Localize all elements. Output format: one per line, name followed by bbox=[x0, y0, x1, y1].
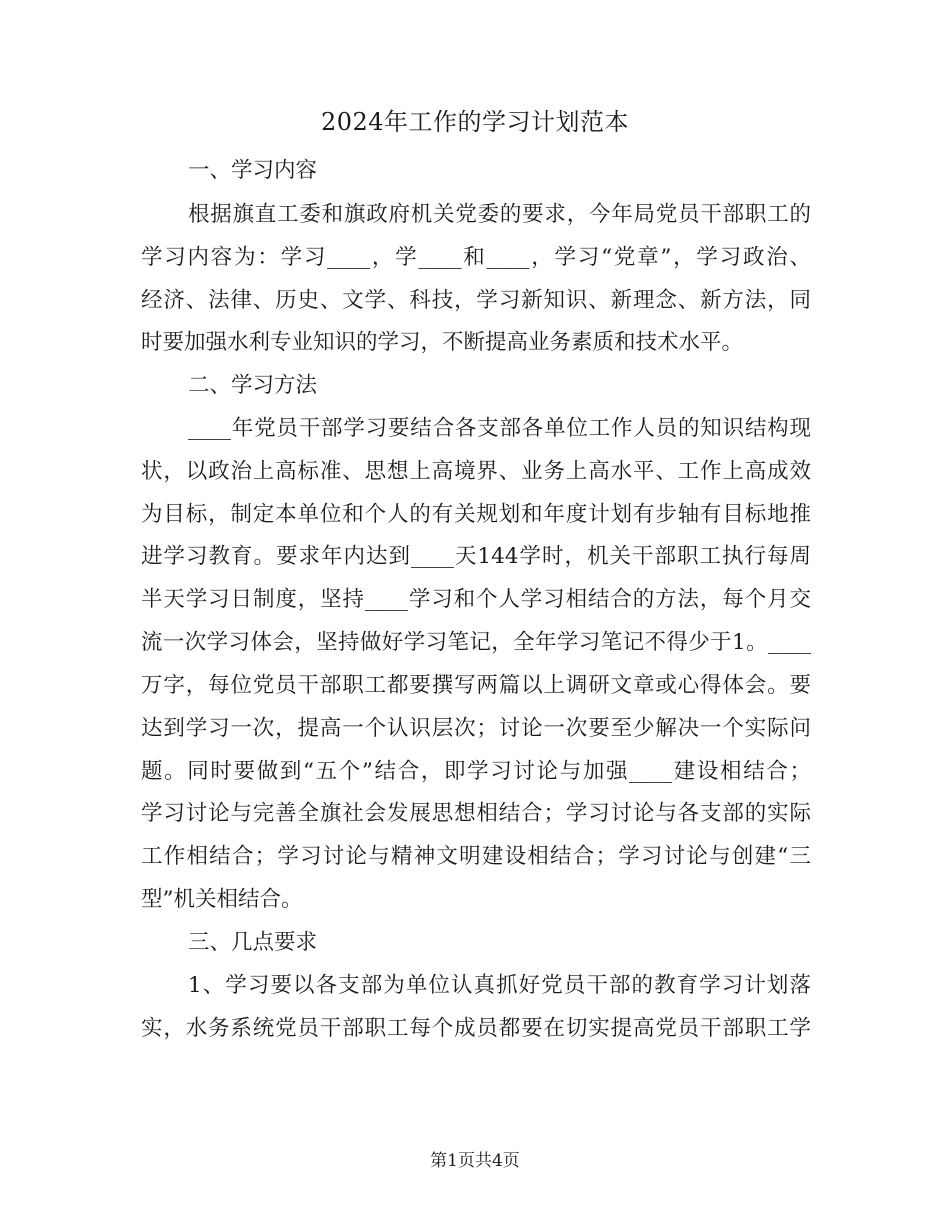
paragraph-line: 流一次学习体会，坚持做好学习笔记，全年学习笔记不得少于1。____ bbox=[141, 630, 811, 655]
section-heading-1: 一、学习内容 bbox=[188, 158, 318, 183]
paragraph-line: 学习讨论与完善全旗社会发展思想相结合；学习讨论与各支部的实际 bbox=[141, 801, 811, 826]
paragraph-line: 经济、法律、历史、文学、科技，学习新知识、新理念、新方法，同 bbox=[141, 288, 811, 313]
paragraph-line: 学习内容为：学习____，学____和____，学习“党章”，学习政治、 bbox=[141, 245, 811, 270]
paragraph-line: 根据旗直工委和旗政府机关党委的要求，今年局党员干部职工的 bbox=[188, 202, 811, 227]
paragraph-line: 题。同时要做到“五个”结合，即学习讨论与加强____建设相结合； bbox=[141, 759, 811, 784]
paragraph-line: 时要加强水利专业知识的学习，不断提高业务素质和技术水平。 bbox=[141, 330, 744, 355]
document-title: 2024年工作的学习计划范本 bbox=[320, 108, 630, 136]
paragraph-line: 1、学习要以各支部为单位认真抓好党员干部的教育学习计划落 bbox=[188, 973, 811, 998]
paragraph-line: 半天学习日制度，坚持____学习和个人学习相结合的方法，每个月交 bbox=[141, 587, 811, 612]
paragraph-line: ____年党员干部学习要结合各支部各单位工作人员的知识结构现 bbox=[188, 416, 811, 441]
paragraph-line: 实，水务系统党员干部职工每个成员都要在切实提高党员干部职工学 bbox=[141, 1016, 811, 1041]
paragraph-line: 万字，每位党员干部职工都要撰写两篇以上调研文章或心得体会。要 bbox=[141, 673, 811, 698]
paragraph-line: 进学习教育。要求年内达到____天144学时，机关干部职工执行每周 bbox=[141, 544, 811, 569]
section-heading-3: 三、几点要求 bbox=[188, 930, 318, 955]
paragraph-line: 工作相结合；学习讨论与精神文明建设相结合；学习讨论与创建“三 bbox=[141, 844, 811, 869]
paragraph-line: 型”机关相结合。 bbox=[141, 887, 303, 912]
section-heading-2: 二、学习方法 bbox=[188, 373, 318, 398]
paragraph-line: 状，以政治上高标准、思想上高境界、业务上高水平、工作上高成效 bbox=[141, 459, 811, 484]
paragraph-line: 为目标，制定本单位和个人的有关规划和年度计划有步轴有目标地推 bbox=[141, 502, 811, 527]
paragraph-line: 达到学习一次，提高一个认识层次；讨论一次要至少解决一个实际问 bbox=[141, 716, 811, 741]
page-number-footer: 第1页共4页 bbox=[430, 1151, 520, 1171]
